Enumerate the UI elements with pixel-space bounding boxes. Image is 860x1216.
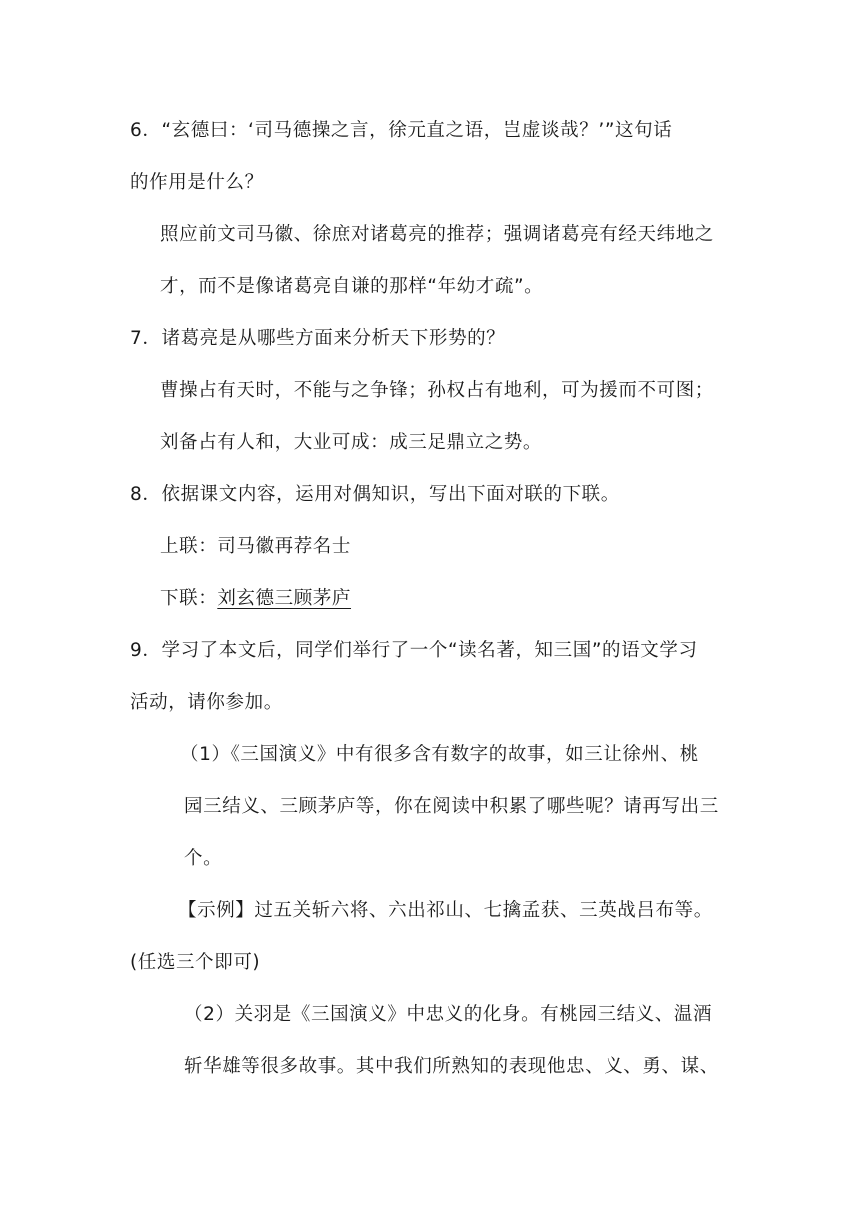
q8-lower-answer: 刘玄德三顾茅庐	[217, 588, 352, 609]
q8-lower-couplet	[160, 586, 351, 612]
q6-answer-line1: 照应前文司马徽、徐庶对诸葛亮的推荐；强调诸葛亮有经天纬地之	[160, 224, 714, 245]
q9-text-line2: 活动，请你参加。	[130, 692, 283, 713]
q6-text-line1: 6．“玄德曰：‘司马德操之言，徐元直之语，岂虚谈哉？’”这句话	[130, 120, 673, 141]
q9-sub1-line1: （1）《三国演义》中有很多含有数字的故事，如三让徐州、桃	[180, 744, 699, 765]
q8-text-line1: 8．依据课文内容，运用对偶知识，写出下面对联的下联。	[130, 484, 620, 505]
q9-sub1-line3: 个。	[184, 848, 223, 869]
q7-answer-line2: 刘备占有人和，大业可成：成三足鼎立之势。	[160, 432, 543, 453]
q8-lower-label: 下联：	[160, 588, 218, 609]
q7-answer-line1: 曹操占有天时，不能与之争锋；孙权占有地利，可为援而不可图；	[160, 380, 714, 401]
q9-sub2-line2: 斩华雄等很多故事。其中我们所熟知的表现他忠、义、勇、谋、	[184, 1056, 719, 1077]
q9-sub1-line2: 园三结义、三顾茅庐等，你在阅读中积累了哪些呢？请再写出三	[184, 796, 719, 817]
q9-text-line1: 9．学习了本文后，同学们举行了一个“读名著，知三国”的语文学习	[130, 640, 698, 661]
q9-sub2-line1: （2）关羽是《三国演义》中忠义的化身。有桃园三结义、温酒	[184, 1004, 713, 1025]
q6-text-line2: 的作用是什么？	[130, 172, 264, 193]
q7-text-line1: 7．诸葛亮是从哪些方面来分析天下形势的？	[130, 328, 506, 349]
q6-answer-line2: 才，而不是像诸葛亮自谦的那样“年幼才疏”。	[160, 276, 544, 297]
q9-example-line2: (任选三个即可)	[130, 952, 261, 973]
q9-example-line1: 【示例】过五关斩六将、六出祁山、七擒孟获、三英战吕布等。	[178, 900, 713, 921]
q8-upper-couplet: 上联：司马徽再荐名士	[160, 536, 352, 557]
